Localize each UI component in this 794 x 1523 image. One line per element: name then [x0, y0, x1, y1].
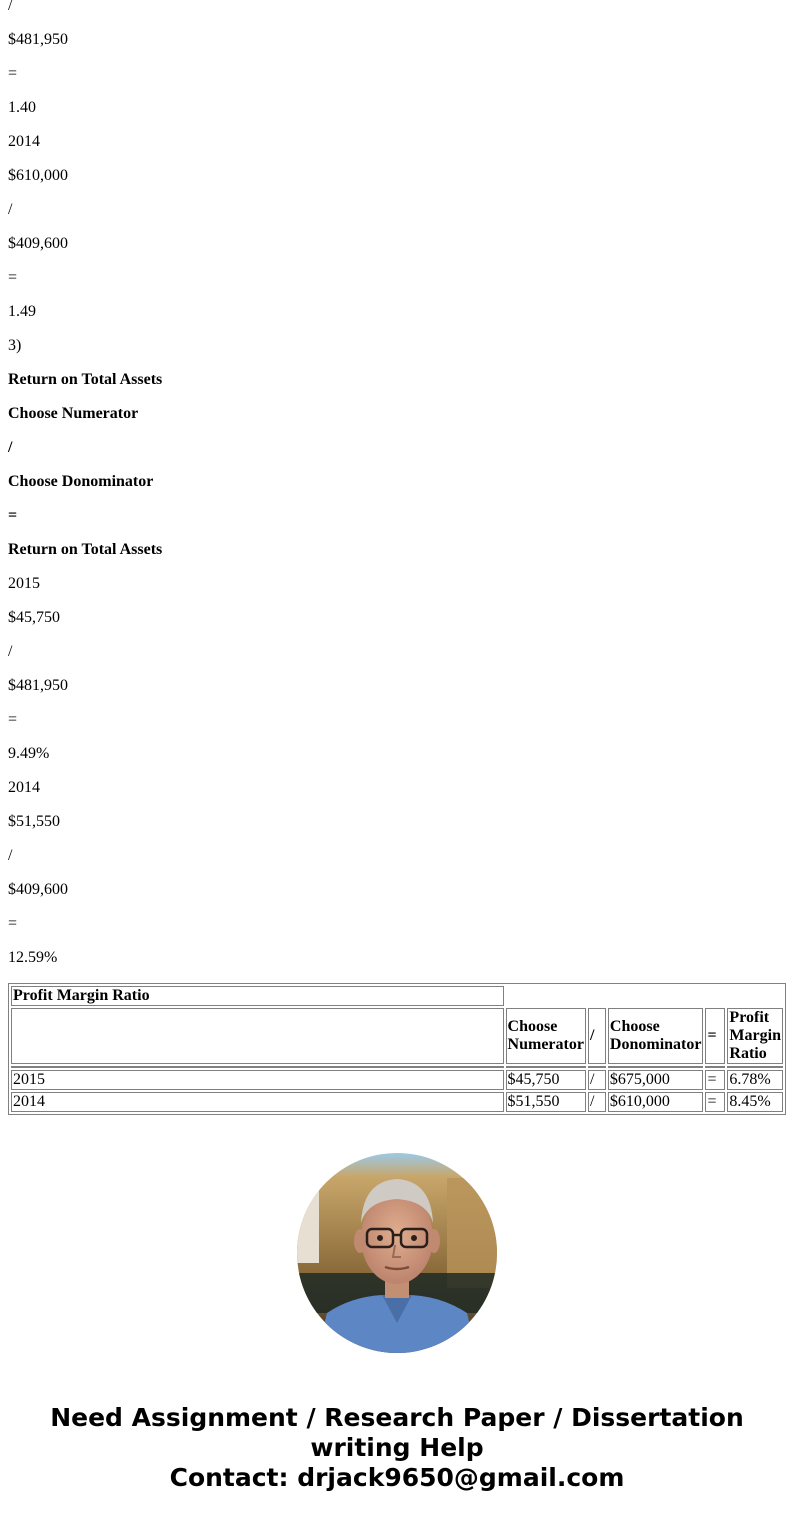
equals-cell: =	[705, 1070, 725, 1090]
numerator-cell: $51,550	[506, 1092, 586, 1112]
numerator-value: $610,000	[8, 167, 68, 184]
separator-cell	[588, 1066, 606, 1068]
divide-header: /	[8, 439, 13, 456]
result-column-header: Profit Margin Ratio	[727, 1008, 783, 1064]
ratio-result: 12.59%	[8, 949, 58, 966]
denominator-value: $409,600	[8, 881, 68, 898]
denominator-cell: $675,000	[608, 1070, 704, 1090]
denominator-value: $481,950	[8, 677, 68, 694]
equals-sign: =	[8, 269, 18, 286]
year-label: 2014	[8, 133, 40, 150]
equals-sign: =	[8, 711, 18, 728]
year-cell: 2015	[11, 1070, 504, 1090]
table-title-row	[11, 986, 783, 1006]
numerator-header: Choose Numerator	[8, 405, 139, 422]
numerator-cell: $45,750	[506, 1070, 586, 1090]
year-label: 2015	[8, 575, 40, 592]
separator-cell	[608, 1066, 704, 1068]
table-title: Profit Margin Ratio	[11, 986, 504, 1006]
equals-sign: =	[8, 65, 18, 82]
result-header: Return on Total Assets	[8, 541, 163, 558]
year-label: 2014	[8, 779, 40, 796]
divide-cell: /	[588, 1092, 606, 1112]
profit-margin-table	[8, 983, 786, 1115]
numerator-column-header: Choose Numerator	[506, 1008, 586, 1064]
equals-column-header: =	[705, 1008, 725, 1064]
separator-cell	[506, 1066, 586, 1068]
table-separator-row	[11, 1066, 783, 1068]
year-cell: 2014	[11, 1092, 504, 1112]
section-title: Return on Total Assets	[8, 371, 163, 388]
divide-column-header: /	[588, 1008, 606, 1064]
numerator-value: $45,750	[8, 609, 60, 626]
denominator-value: $409,600	[8, 235, 68, 252]
table-header-row	[11, 1008, 783, 1064]
divide-sign: /	[8, 847, 13, 864]
equals-header: =	[8, 507, 18, 524]
separator-cell	[727, 1066, 783, 1068]
result-cell: 8.45%	[727, 1092, 783, 1112]
table-row	[11, 1070, 783, 1090]
ratio-result: 1.40	[8, 99, 36, 116]
equals-sign: =	[8, 915, 18, 932]
denominator-cell: $610,000	[608, 1092, 704, 1112]
contact-email[interactable]: Contact: drjack9650@gmail.com	[169, 1463, 625, 1492]
separator-cell	[705, 1066, 725, 1068]
banner-line: writing Help	[310, 1433, 484, 1462]
separator-cell	[11, 1066, 504, 1068]
author-avatar	[297, 1153, 497, 1353]
empty-cell	[506, 986, 783, 1006]
contact-banner	[0, 1403, 794, 1493]
section-number: 3)	[8, 337, 22, 354]
banner-line: Need Assignment / Research Paper / Dissertation	[50, 1403, 744, 1432]
numerator-value: $51,550	[8, 813, 60, 830]
ratio-result: 9.49%	[8, 745, 50, 762]
denominator-value: $481,950	[8, 31, 68, 48]
author-photo	[297, 1153, 497, 1353]
denominator-column-header: Choose Donominator	[608, 1008, 704, 1064]
divide-cell: /	[588, 1070, 606, 1090]
divide-sign: /	[8, 201, 13, 218]
ratio-result: 1.49	[8, 303, 36, 320]
divide-sign: /	[8, 643, 13, 660]
empty-header-cell	[11, 1008, 504, 1064]
table-row	[11, 1092, 783, 1112]
denominator-header: Choose Donominator	[8, 473, 154, 490]
divide-sign: /	[8, 0, 13, 14]
result-cell: 6.78%	[727, 1070, 783, 1090]
equals-cell: =	[705, 1092, 725, 1112]
